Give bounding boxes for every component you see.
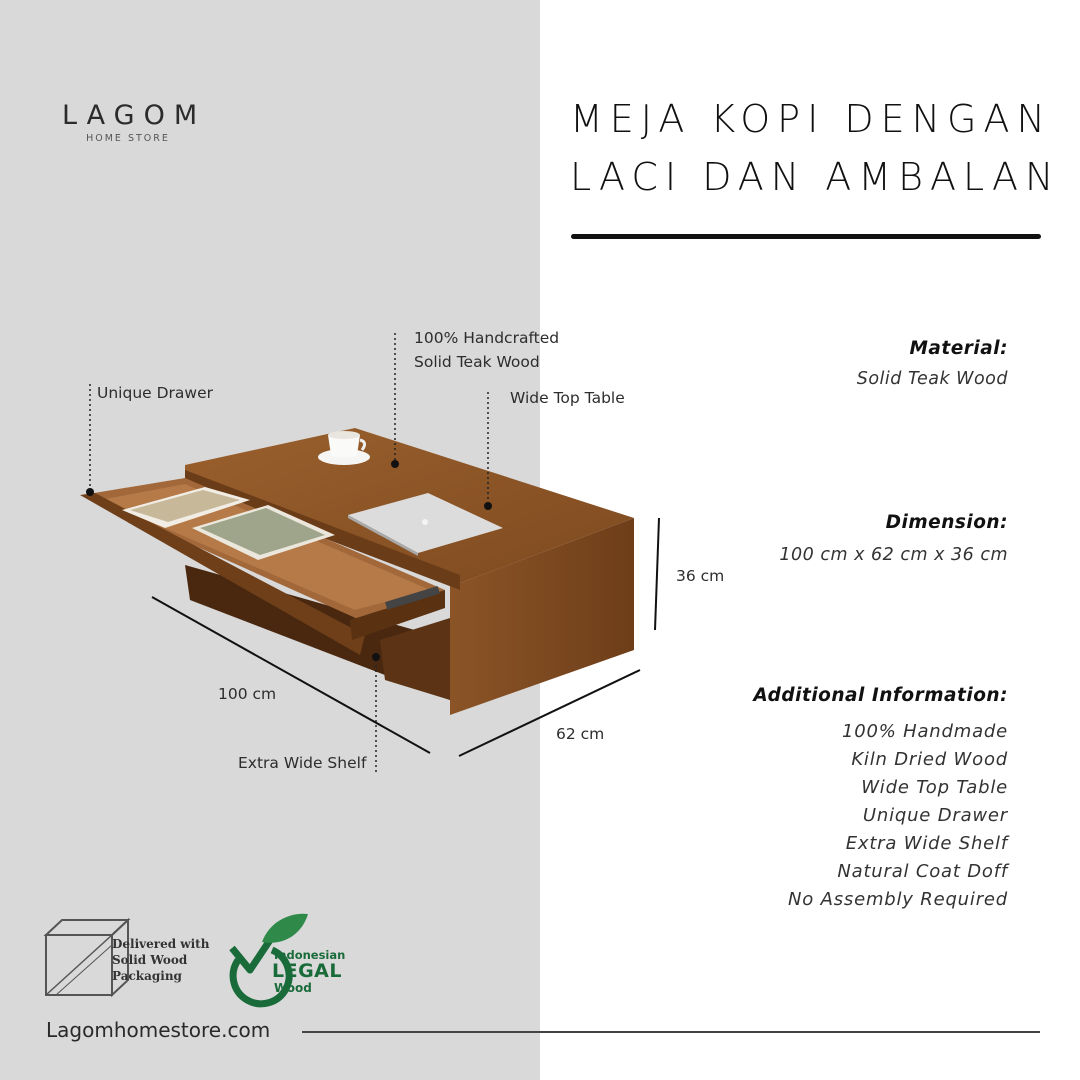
laptop-logo bbox=[422, 519, 428, 525]
packaging-badge-text bbox=[112, 936, 209, 984]
material-value: Solid Teak Wood bbox=[856, 369, 1008, 389]
callout-shelf: Extra Wide Shelf bbox=[238, 754, 367, 772]
callout-wide-top: Wide Top Table bbox=[510, 389, 625, 407]
dimension-depth-label: 62 cm bbox=[556, 725, 605, 743]
shelf-dot bbox=[372, 653, 380, 661]
height-dimension-line bbox=[655, 518, 659, 630]
callout-drawer: Unique Drawer bbox=[97, 384, 213, 402]
handcrafted-dot bbox=[391, 460, 399, 468]
callout-handcrafted-line-1: 100% Handcrafted bbox=[414, 329, 560, 347]
packaging-line-3: Packaging bbox=[112, 969, 182, 983]
list-item: Kiln Dried Wood bbox=[851, 749, 1008, 770]
dimension-height-label: 36 cm bbox=[676, 567, 725, 585]
title-line-2: LACI DAN AMBALAN bbox=[570, 155, 1061, 199]
packaging-line-1: Delivered with bbox=[112, 937, 210, 951]
dimension-length-label: 100 cm bbox=[218, 685, 277, 703]
dimension-value: 100 cm x 62 cm x 36 cm bbox=[779, 545, 1008, 565]
list-item: Extra Wide Shelf bbox=[845, 833, 1008, 854]
legal-wood-line-1: Indonesian bbox=[274, 948, 346, 962]
callout-handcrafted-line-2: Solid Teak Wood bbox=[414, 353, 540, 371]
list-item: 100% Handmade bbox=[841, 721, 1008, 742]
list-item: Unique Drawer bbox=[862, 805, 1008, 826]
website-link[interactable]: Lagomhomestore.com bbox=[46, 1018, 271, 1042]
footer-divider bbox=[302, 1031, 1040, 1033]
list-item: Wide Top Table bbox=[861, 777, 1008, 798]
dimension-label: Dimension: bbox=[885, 512, 1008, 533]
brand-name: LAGOM bbox=[62, 100, 207, 131]
legal-wood-line-3: Wood bbox=[274, 981, 312, 995]
packaging-line-2: Solid Wood bbox=[112, 953, 188, 967]
legal-wood-line-2: LEGAL bbox=[272, 960, 342, 982]
list-item: Natural Coat Doff bbox=[837, 861, 1008, 882]
drawer-dot bbox=[86, 488, 94, 496]
cup-rim bbox=[328, 431, 360, 439]
list-item: No Assembly Required bbox=[788, 889, 1008, 910]
brand-tagline: HOME STORE bbox=[86, 133, 170, 144]
title-line-1: MEJA KOPI DENGAN bbox=[570, 97, 1052, 141]
callout-handcrafted bbox=[414, 326, 559, 374]
additional-info-label: Additional Information: bbox=[753, 685, 1008, 706]
additional-info-list bbox=[788, 718, 1008, 914]
material-label: Material: bbox=[909, 338, 1008, 359]
wide-top-dot bbox=[484, 502, 492, 510]
